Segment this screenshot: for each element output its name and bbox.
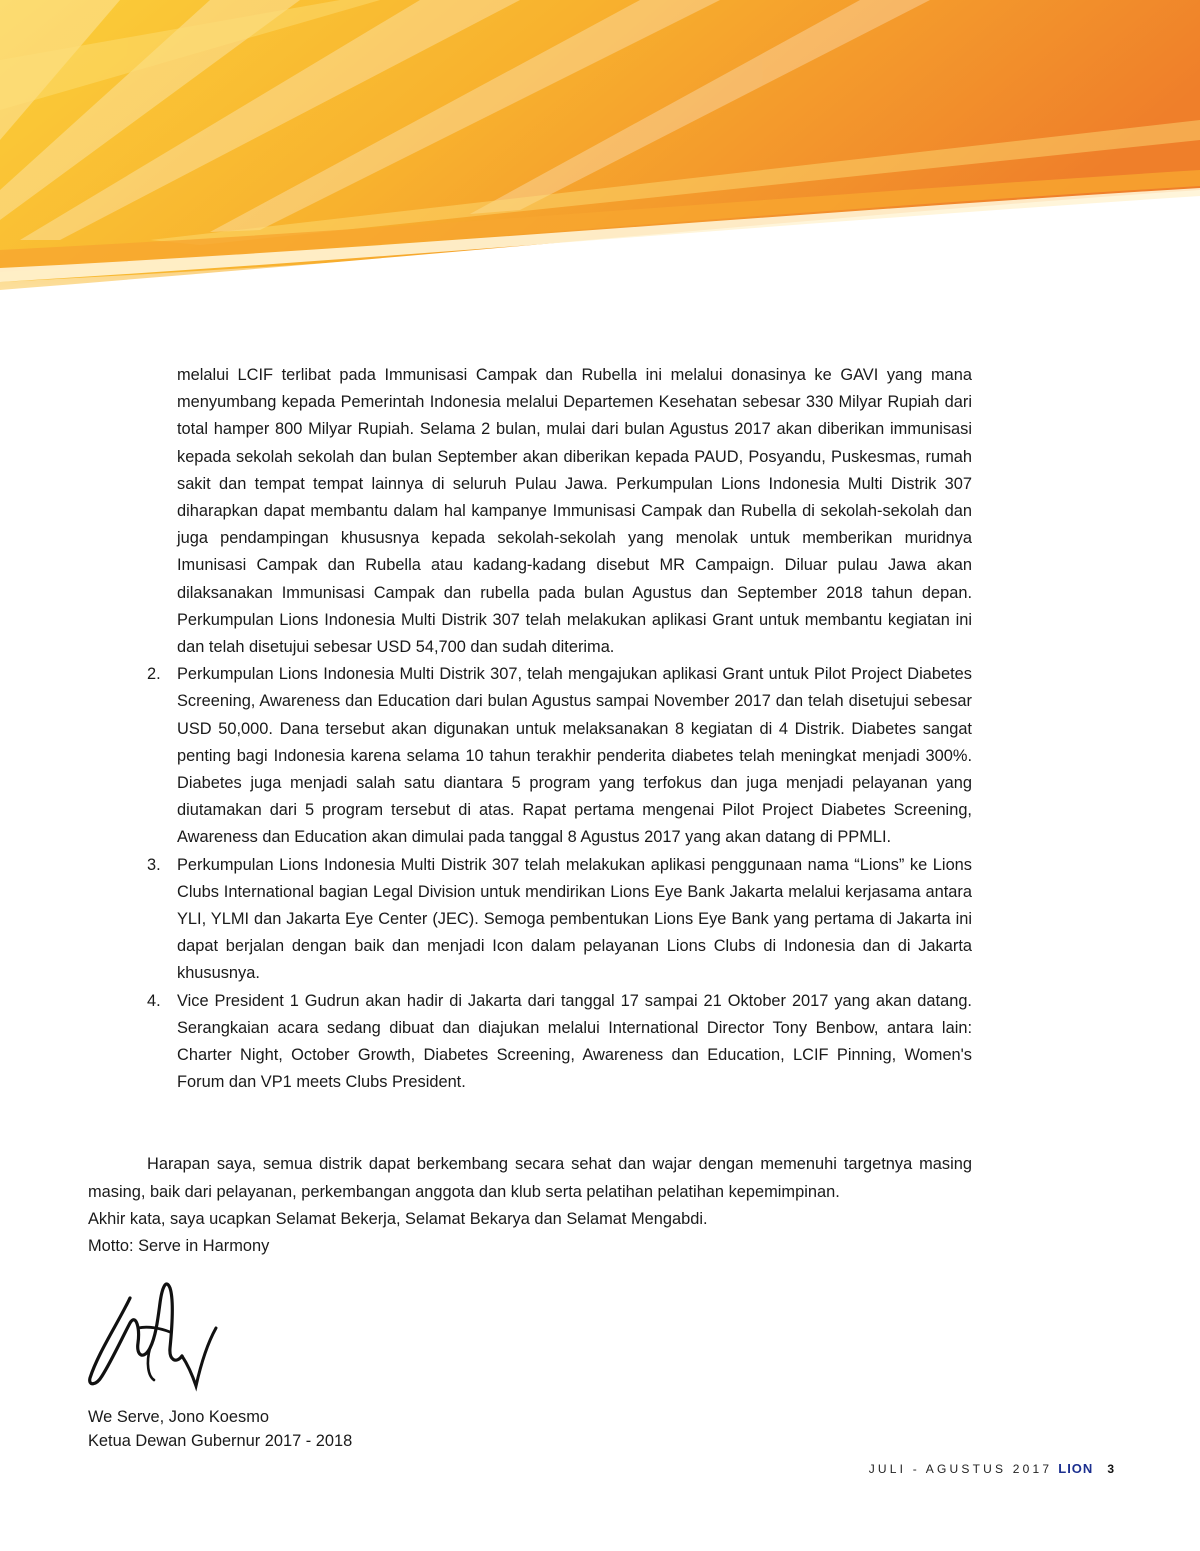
decorative-banner xyxy=(0,0,1200,370)
list-item-text: Vice President 1 Gudrun akan hadir di Jakarta dari tanggal 17 sampai 21 Oktober 2017 yang akan datang. Serangkaian acara sedang dibuat dan diajukan melalui International Director Tony Benbow, antara lain: Charter Night, October Growth, Diabetes Screening, Awareness dan Education, LCIF Pinning, Women's Forum dan VP1 meets Clubs President. xyxy=(177,991,972,1092)
list-item xyxy=(88,988,972,1097)
footer-issue: JULI - AGUSTUS 2017 xyxy=(868,1462,1053,1476)
letter-body xyxy=(88,362,972,1260)
item-1-continuation: melalui LCIF terlibat pada Immunisasi Campak dan Rubella ini melalui donasinya ke GAVI yang mana menyumbang kepada Pemerintah Indonesia melalui Departemen Kesehatan sebesar 330 Milyar Rupiah dari total hamper 800 Milyar Rupiah. Selama 2 bulan, mulai dari bulan Agustus 2017 akan diberikan immunisasi kepada sekolah sekolah dan bulan September akan diberikan kepada PAUD, Posyandu, Puskesmas, rumah sakit dan tempat tempat lainnya di seluruh Pulau Jawa. Perkumpulan Lions Indonesia Multi Distrik 307 diharapkan dapat membantu dalam hal kampanye Immunisasi Campak dan Rubella di sekolah-sekolah dan juga pendampingan khususnya kepada sekolah-sekolah yang menolak untuk memberikan muridnya Imunisasi Campak dan Rubella atau kadang-kadang disebut MR Campaign. Diluar pulau Jawa akan dilaksanakan Immunisasi Campak dan rubella pada bulan Agustus dan September 2018 tahun depan. Perkumpulan Lions Indonesia Multi Distrik 307 telah melakukan aplikasi Grant untuk membantu kegiatan ini dan telah disetujui sebesar USD 54,700 dan sudah diterima. xyxy=(177,366,972,657)
list-item-text: Perkumpulan Lions Indonesia Multi Distrik 307 telah melakukan aplikasi penggunaan nama “Lions” ke Lions Clubs International bagian Legal Division untuk mendirikan Lions Eye Bank Jakarta melalui kerjasama antara YLI, YLMI dan Jakarta Eye Center (JEC). Semoga pembentukan Lions Eye Bank yang pertama di Jakarta ini dapat berjalan dengan baik dan menjadi Icon dalam pelayanan Lions Clubs di Indonesia dan di Jakarta khususnya. xyxy=(177,855,972,983)
closing-section xyxy=(88,1151,972,1260)
signoff xyxy=(88,1405,352,1453)
signoff-name: We Serve, Jono Koesmo xyxy=(88,1408,269,1426)
farewell-line: Akhir kata, saya ucapkan Selamat Bekerja, Selamat Bekarya dan Selamat Mengabdi. xyxy=(88,1209,708,1228)
list-item-number: 3. xyxy=(147,855,161,874)
numbered-list xyxy=(88,661,972,1096)
list-item xyxy=(88,661,972,851)
closing-paragraph: Harapan saya, semua distrik dapat berkembang secara sehat dan wajar dengan memenuhi targetnya masing masing, baik dari pelayanan, perkembangan anggota dan klub serta pelatihan pelatihan kepemimpinan. xyxy=(88,1155,972,1201)
footer-magazine-name: LION xyxy=(1058,1461,1094,1476)
list-item xyxy=(88,852,972,988)
signoff-title: Ketua Dewan Gubernur 2017 - 2018 xyxy=(88,1432,353,1450)
page-footer xyxy=(869,1461,1114,1476)
motto-line: Motto: Serve in Harmony xyxy=(88,1237,270,1256)
page-number: 3 xyxy=(1107,1462,1114,1476)
list-item-number: 4. xyxy=(147,991,161,1010)
signature-image xyxy=(78,1268,228,1398)
list-item-number: 2. xyxy=(147,665,161,684)
list-item-text: Perkumpulan Lions Indonesia Multi Distrik 307, telah mengajukan aplikasi Grant untuk Pilot Project Diabetes Screening, Awareness dan Education dari bulan Agustus sampai November 2017 dan telah disetujui sebesar USD 50,000. Dana tersebut akan digunakan untuk melaksanakan 8 kegiatan di 4 Distrik. Diabetes sangat penting bagi Indonesia karena selama 10 tahun terakhir penderita diabetes telah meningkat menjadi 300%. Diabetes juga menjadi salah satu diantara 5 program yang terfokus dan juga menjadi pelayanan yang diutamakan dari 5 program tersebut di atas. Rapat pertama mengenai Pilot Project Diabetes Screening, Awareness dan Education akan dimulai pada tanggal 8 Agustus 2017 yang akan datang di PPMLI. xyxy=(177,665,972,847)
